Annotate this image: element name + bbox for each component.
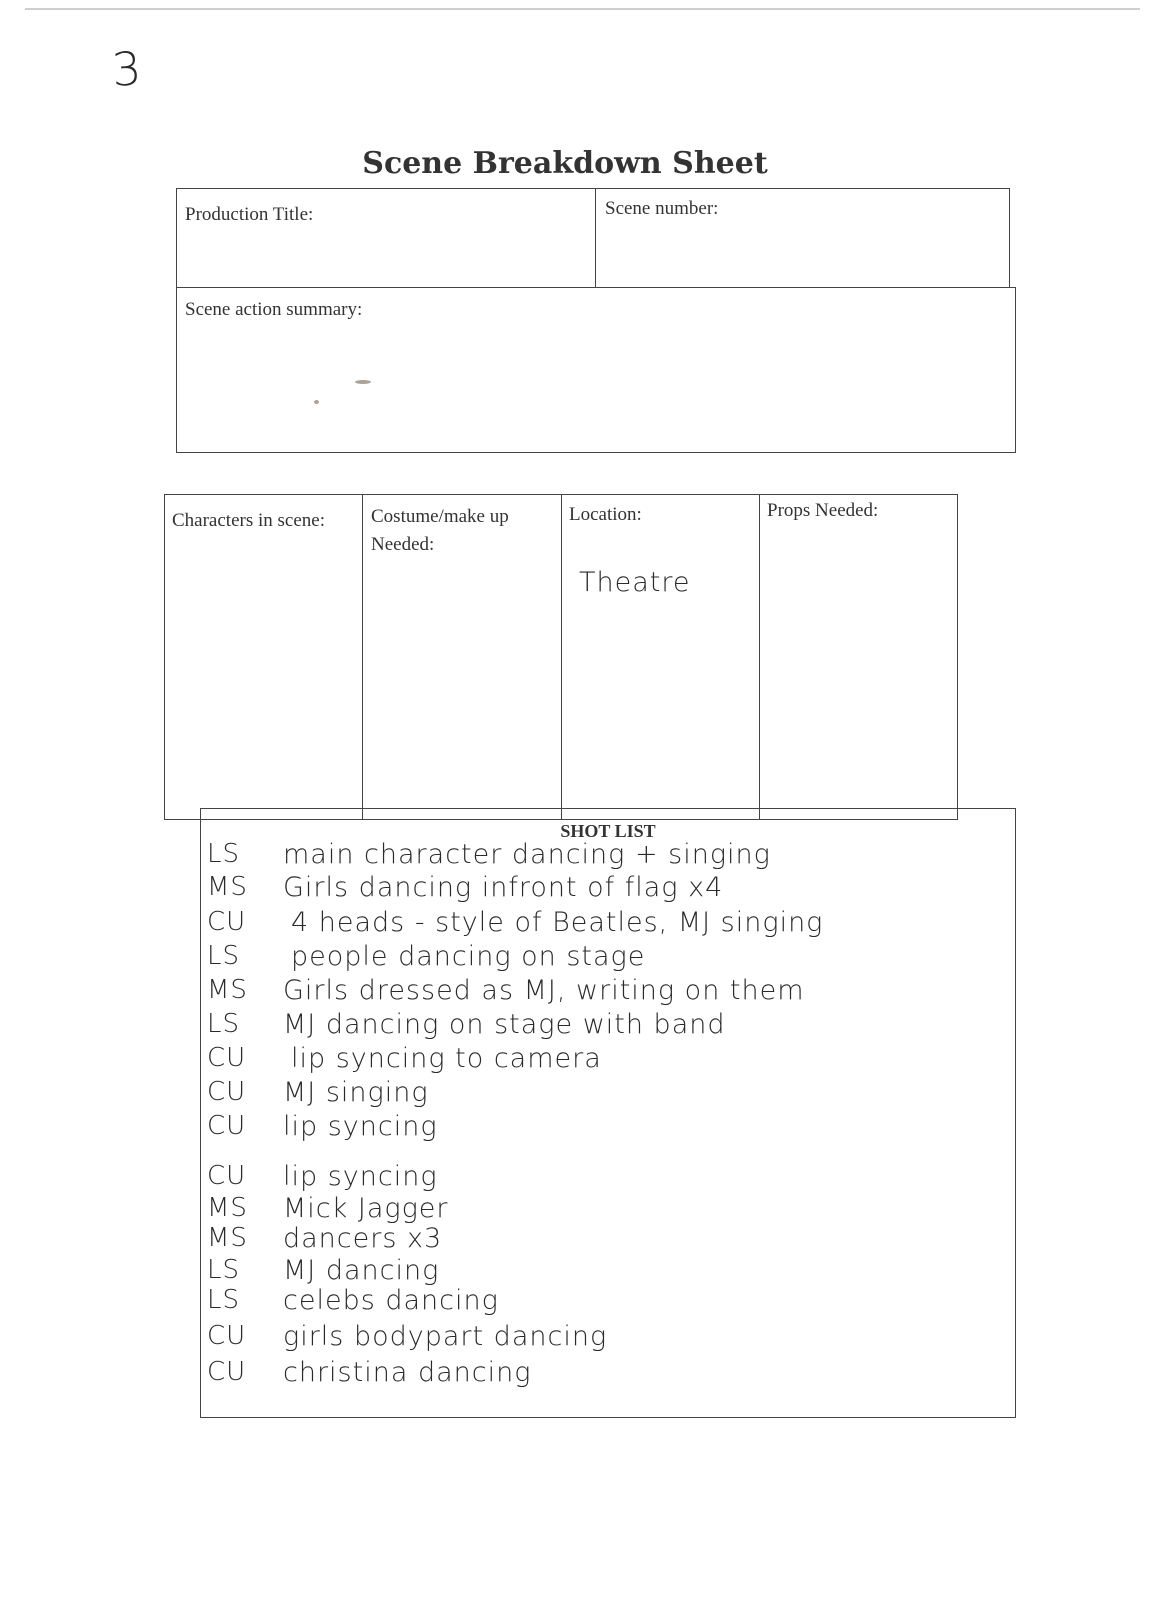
shot-row [201, 1255, 981, 1289]
header-divider [595, 188, 596, 288]
page-number: 3 [110, 41, 145, 97]
characters-label: Characters in scene: [172, 510, 325, 531]
shot-code: CU [207, 1357, 247, 1387]
shot-description: celebs dancing [283, 1285, 499, 1316]
shot-row [201, 1043, 981, 1077]
shot-description: people dancing on stage [291, 941, 646, 972]
shot-row [201, 1009, 981, 1043]
shot-code: CU [207, 907, 247, 937]
column-divider-3 [759, 494, 760, 820]
scene-action-summary-label: Scene action summary: [185, 299, 363, 320]
details-grid [164, 494, 958, 820]
shot-code: CU [207, 1043, 247, 1073]
shot-row [201, 1321, 981, 1355]
shot-row [201, 975, 981, 1009]
shot-code: LS [207, 1285, 240, 1315]
shot-row [201, 1285, 981, 1319]
costume-label: Costume/make up Needed: [371, 506, 509, 555]
shot-row [201, 839, 981, 873]
shot-code: MS [207, 1193, 248, 1223]
shot-row [201, 1223, 981, 1257]
shot-description: 4 heads - style of Beatles, MJ singing [291, 907, 824, 938]
ink-smudge [355, 380, 371, 384]
shot-code: CU [207, 1161, 247, 1191]
location-value: Theatre [579, 567, 691, 598]
shot-description: Girls dancing infront of flag x4 [283, 872, 724, 903]
shot-row [201, 907, 981, 941]
scene-number-label: Scene number: [605, 198, 719, 219]
shot-description: main character dancing + singing [283, 839, 771, 870]
shot-code: LS [207, 839, 240, 869]
shot-row [201, 1077, 981, 1111]
shot-description: Girls dressed as MJ, writing on them [283, 975, 805, 1006]
scene-action-summary-box [176, 287, 1016, 453]
shot-row [201, 1193, 981, 1227]
column-divider-1 [362, 494, 363, 820]
shot-row [201, 872, 981, 906]
shot-description: MJ dancing on stage with band [283, 1009, 726, 1040]
shot-description: MJ singing [283, 1077, 429, 1108]
shot-code: MS [207, 1223, 248, 1253]
shot-description: dancers x3 [283, 1223, 443, 1254]
shot-list-box [200, 808, 1016, 1418]
shot-row [201, 1357, 981, 1391]
production-header-box [176, 188, 1010, 288]
shot-code: MS [207, 975, 248, 1005]
props-label: Props Needed: [767, 500, 879, 521]
scan-edge-line [25, 8, 1140, 10]
ink-dot [314, 400, 319, 404]
shot-code: CU [207, 1077, 247, 1107]
shot-description: lip syncing [283, 1111, 438, 1142]
shot-description: lip syncing to camera [291, 1043, 602, 1074]
shot-description: Mick Jagger [283, 1193, 449, 1224]
shot-description: MJ dancing [283, 1255, 440, 1286]
shot-code: CU [207, 1321, 247, 1351]
shot-code: LS [207, 941, 240, 971]
shot-code: LS [207, 1255, 240, 1285]
shot-row [201, 941, 981, 975]
shot-row [201, 1111, 981, 1145]
shot-description: girls bodypart dancing [283, 1321, 608, 1352]
location-label: Location: [569, 504, 642, 525]
column-divider-2 [561, 494, 562, 820]
production-title-label: Production Title: [185, 204, 314, 225]
page-title: Scene Breakdown Sheet [362, 146, 768, 181]
shot-code: LS [207, 1009, 240, 1039]
shot-row [201, 1161, 981, 1195]
shot-description: lip syncing [283, 1161, 438, 1192]
shot-code: MS [207, 872, 248, 902]
shot-code: CU [207, 1111, 247, 1141]
shot-list-title: SHOT LIST [560, 821, 656, 841]
shot-description: christina dancing [283, 1357, 532, 1388]
